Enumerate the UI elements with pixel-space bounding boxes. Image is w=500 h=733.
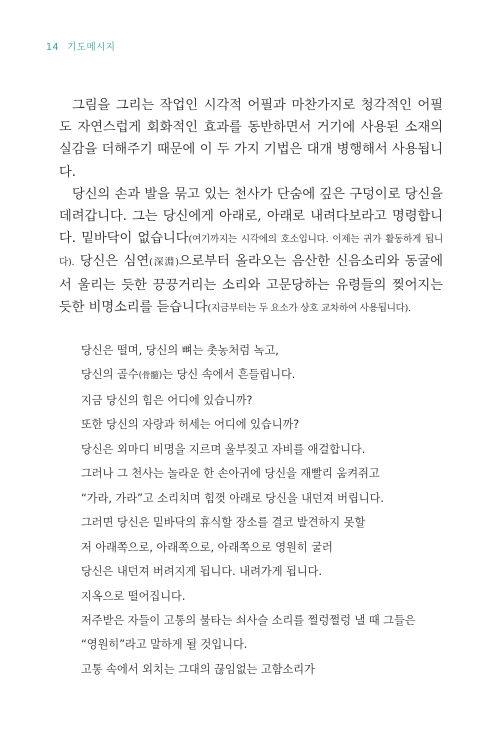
passage-line: 고통 속에서 외치는 그대의 끊임없는 고함소리가 <box>81 662 315 676</box>
passage-line <box>81 363 461 388</box>
passage-line-text: 당신의 골수 <box>81 368 139 382</box>
passage-line: “영원히”라고 말하게 될 것입니다. <box>81 638 248 652</box>
paragraph-2 <box>59 184 443 320</box>
passage-line: 당신은 외마디 비명을 지르며 울부짖고 자비를 애걸합니다. <box>81 442 366 456</box>
passage-line-text: 는 당신 속에서 흔들립니다. <box>162 368 296 382</box>
passage-line: “가라, 가라”고 소리치며 힘껏 아래로 당신을 내던져 버립니다. <box>81 491 384 505</box>
passage-line: 저 아래쪽으로, 아래쪽으로, 아래쪽으로 영원히 굴러 <box>81 540 333 554</box>
passage-line: 그러면 당신은 밑바닥의 휴식할 장소를 결코 발견하지 못할 <box>81 516 366 530</box>
chapter-title: 기도메시지 <box>67 42 116 53</box>
running-header <box>46 39 115 53</box>
page-number: 14 <box>46 42 60 53</box>
hanja-note-1: (深淵) <box>149 257 179 269</box>
passage-line: 당신은 떨며, 당신의 뼈는 촛농처럼 녹고, <box>81 344 279 357</box>
prose-body <box>59 95 443 320</box>
paragraph-2-text-c: 당신은 심연 <box>74 254 150 270</box>
quoted-passage <box>81 339 461 682</box>
hanja-note-2: (骨髓) <box>138 371 163 382</box>
passage-line: 지옥으로 떨어집니다. <box>81 589 186 603</box>
passage-line: 그러나 그 천사는 놀라운 한 손아귀에 당신을 재빨리 움켜쥐고 <box>81 467 380 481</box>
aside-note-2: (지금부터는 두 요소가 상호 교차하여 사용됩니다). <box>207 302 411 314</box>
passage-line: 지금 당신의 힘은 어디에 있습니까? <box>81 393 253 407</box>
paragraph-2-text-e: 으로부터 올라오는 음산한 신음소리와 동굴에서 울리는 듯한 끙끙거리는 소리와 고문당하는 유령들의 찢어지는 듯한 비명소리를 듣습니다 <box>59 254 443 315</box>
paragraph-2-text-a: 당신의 손과 발을 묶고 있는 천사가 단숨에 깊은 구덩이로 당신을 데려갑니다. 그는 당신에게 아래로, 아래로 내려다보라고 명령합니다. 밑바닥이 없습니다 <box>59 186 443 247</box>
passage-line: 또한 당신의 자랑과 허세는 어디에 있습니까? <box>81 418 300 432</box>
passage-line: 저주받은 자들이 고통의 불타는 쇠사슬 소리를 쩔렁쩔렁 낼 때 그들은 <box>81 613 416 627</box>
passage-line: 당신은 내던져 버려지게 됩니다. 내려가게 됩니다. <box>81 565 323 579</box>
aside-note-1: (여기까지는 시각에의 호소입니다. 이제는 귀가 활동하게 됩니다). <box>59 234 444 269</box>
paragraph-1: 그림을 그리는 작업인 시각적 어필과 마찬가지로 청각적인 어필도 자연스럽게 회화적인 효과를 동반하면서 거기에 사용된 소재의 실감을 더해주기 때문에 이 두 가지 기법은 대개 병행해서 사용됩니다. <box>59 98 443 180</box>
